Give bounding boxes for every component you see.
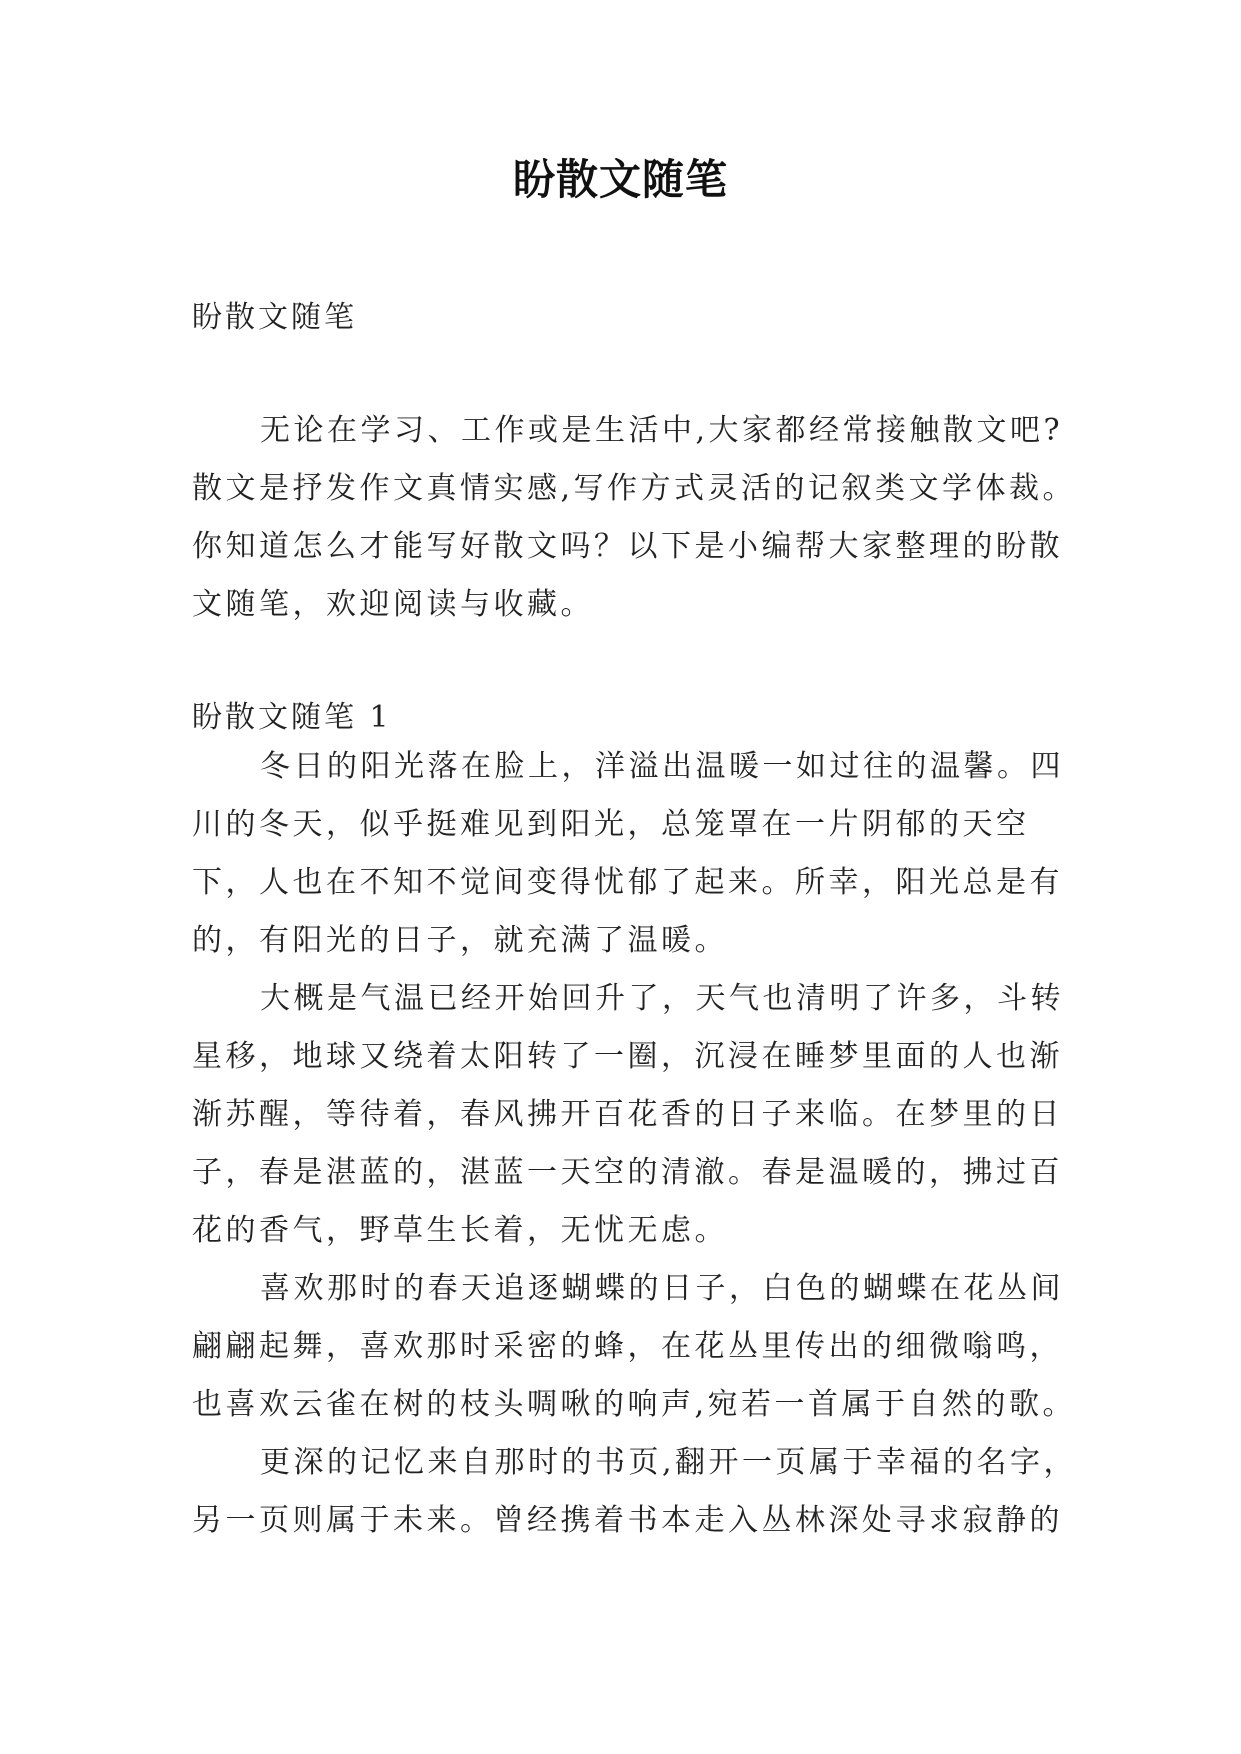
body-paragraph-4: 更深的记忆来自那时的书页,翻开一页属于幸福的名字，另一页则属于未来。曾经携着书本走入丛林深处寻求寂静的 <box>192 1445 1078 1538</box>
document-subtitle: 盼散文随笔 <box>192 300 357 335</box>
body-paragraph-2: 大概是气温已经开始回升了，天气也清明了许多，斗转星移，地球又绕着太阳转了一圈，沉浸在睡梦里面的人也渐渐苏醒，等待着，春风拂开百花香的日子来临。在梦里的日子，春是湛蓝的，湛蓝一天空的清澈。春是温暖的，拂过百花的香气，野草生长着，无忧无虑。 <box>192 981 1064 1248</box>
document-title: 盼散文随笔 <box>512 155 728 204</box>
body-paragraph-3: 喜欢那时的春天追逐蝴蝶的日子，白色的蝴蝶在花丛间翩翩起舞，喜欢那时采密的蜂，在花丛里传出的细微嗡鸣，也喜欢云雀在树的枝头啁啾的响声,宛若一首属于自然的歌。 <box>192 1271 1077 1422</box>
section-heading: 盼散文随笔 1 <box>192 700 392 735</box>
body-paragraph-1: 冬日的阳光落在脸上，洋溢出温暖一如过往的温馨。四川的冬天，似乎挺难见到阳光，总笼罩在一片阴郁的天空下，人也在不知不觉间变得忧郁了起来。所幸，阳光总是有的，有阳光的日子，就充满了温暖。 <box>192 749 1064 958</box>
intro-paragraph: 无论在学习、工作或是生活中,大家都经常接触散文吧?散文是抒发作文真情实感,写作方式灵活的记叙类文学体裁。你知道怎么才能写好散文吗？以下是小编帮大家整理的盼散文随笔，欢迎阅读与收藏。 <box>192 413 1077 622</box>
